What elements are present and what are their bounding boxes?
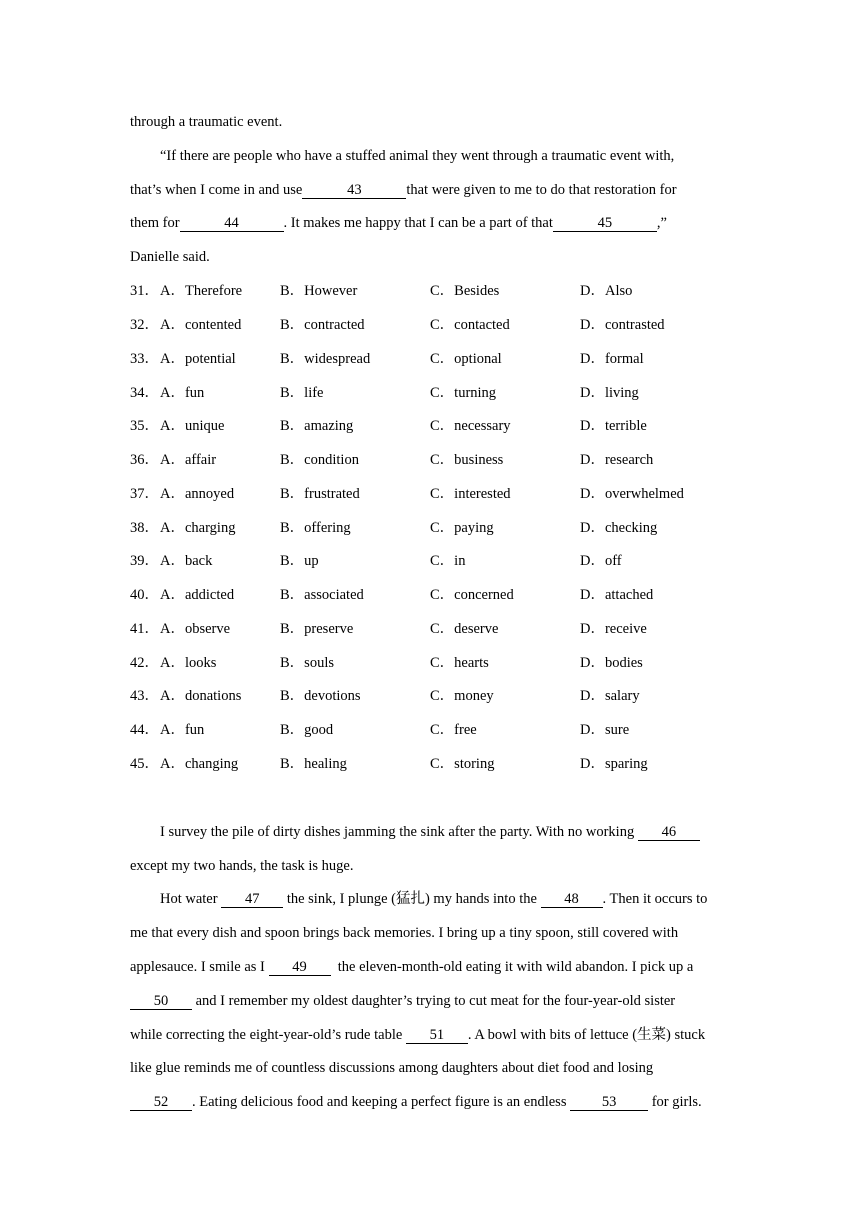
option-b: B．healing [280,756,347,772]
text-span: that were given to me to do that restoration for [406,182,677,198]
question-number: 33． [130,351,159,367]
text-span: the sink, I plunge (猛扎) my hands into the [286,891,537,907]
option-a: A．charging [160,520,236,536]
passage-line [130,924,678,942]
passage-line [160,890,707,908]
text-span: through a traumatic event. [130,114,283,130]
option-a: A．observe [160,621,231,637]
option-b: B．amazing [280,418,354,434]
passage-line [160,823,700,841]
passage-line [130,992,675,1010]
passage-line [130,1093,702,1111]
blank-44: 44 [180,216,284,232]
option-row [130,350,730,368]
text-span: them for [130,215,180,231]
text-span: “If there are people who have a stuffed animal they went through a traumatic event with, [160,148,675,164]
option-row [130,552,730,570]
option-b: B．devotions [280,688,361,704]
blank-48: 48 [541,892,603,908]
option-row [130,282,730,300]
blank-49: 49 [269,960,331,976]
option-c: C．storing [430,756,495,772]
blank-47: 47 [221,892,283,908]
option-c: C．free [430,722,477,738]
text-span: except my two hands, the task is huge. [130,858,354,874]
option-row [130,451,730,469]
option-row [130,316,730,334]
option-a: A．Therefore [160,283,243,299]
question-number: 32． [130,317,159,333]
blank-53: 53 [570,1095,648,1111]
passage-line [130,214,667,232]
option-d: D．Also [580,283,633,299]
text-span: applesauce. I smile as I [130,959,265,975]
question-number: 38． [130,520,159,536]
question-number: 39． [130,553,159,569]
option-d: D．receive [580,621,647,637]
option-c: C．money [430,688,494,704]
passage-line [130,248,210,266]
option-c: C．necessary [430,418,511,434]
blank-51: 51 [406,1028,468,1044]
option-c: C．turning [430,385,497,401]
option-a: A．changing [160,756,239,772]
option-c: C．deserve [430,621,499,637]
question-number: 43． [130,688,159,704]
text-span: . A bowl with bits of lettuce (生菜) stuck [467,1027,706,1043]
text-span: while correcting the eight-year-old’s rude table [130,1027,403,1043]
option-row [130,654,730,672]
option-a: A．addicted [160,587,235,603]
option-a: A．annoyed [160,486,235,502]
text-span: for girls. [651,1094,702,1110]
option-d: D．attached [580,587,654,603]
option-row [130,586,730,604]
option-b: B．offering [280,520,351,536]
option-d: D．formal [580,351,644,367]
question-number: 45． [130,756,159,772]
option-d: D．terrible [580,418,647,434]
text-span: ,” [656,215,667,231]
question-number: 36． [130,452,159,468]
question-number: 34． [130,385,159,401]
option-row [130,687,730,705]
option-d: D．overwhelmed [580,486,684,502]
option-a: A．unique [160,418,225,434]
question-number: 44． [130,722,159,738]
option-row [130,384,730,402]
question-number: 40． [130,587,159,603]
text-span: Hot water [160,891,218,907]
option-a: A．affair [160,452,217,468]
option-b: B．contracted [280,317,365,333]
option-a: A．looks [160,655,217,671]
option-a: A．contented [160,317,242,333]
passage-line [130,181,677,199]
question-number: 42． [130,655,159,671]
option-b: B．souls [280,655,334,671]
text-span: that’s when I come in and use [130,182,303,198]
option-row [130,721,730,739]
passage-line [130,958,693,976]
blank-50: 50 [130,994,192,1010]
question-number: 35． [130,418,159,434]
option-d: D．bodies [580,655,643,671]
passage-line [130,1026,705,1044]
option-c: C．in [430,553,466,569]
option-row [130,620,730,638]
option-row [130,755,730,773]
text-span: . Then it occurs to [602,891,708,907]
option-a: A．back [160,553,213,569]
option-row [130,485,730,503]
option-b: B．preserve [280,621,354,637]
option-d: D．sure [580,722,630,738]
option-a: A．fun [160,385,205,401]
passage-line [130,1059,653,1077]
question-number: 31． [130,283,159,299]
option-d: D．off [580,553,622,569]
blank-46: 46 [638,825,700,841]
option-row [130,519,730,537]
question-number: 37． [130,486,159,502]
option-c: C．optional [430,351,502,367]
passage-line [160,147,674,165]
option-c: C．business [430,452,504,468]
option-c: C．paying [430,520,494,536]
option-d: D．living [580,385,639,401]
text-span: like glue reminds me of countless discussions among daughters about diet food and losing [130,1060,654,1076]
option-c: C．concerned [430,587,514,603]
option-a: A．fun [160,722,205,738]
option-b: B．frustrated [280,486,360,502]
option-d: D．checking [580,520,658,536]
option-b: B．However [280,283,358,299]
text-span: . Eating delicious food and keeping a perfect figure is an endless [192,1094,567,1110]
option-b: B．good [280,722,334,738]
option-d: D．contrasted [580,317,665,333]
option-c: C．interested [430,486,511,502]
option-b: B．condition [280,452,359,468]
text-span: me that every dish and spoon brings back memories. I bring up a tiny spoon, still covered with [130,925,679,941]
passage-line [130,857,354,875]
option-c: C．contacted [430,317,510,333]
option-row [130,417,730,435]
option-a: A．donations [160,688,242,704]
text-span: and I remember my oldest daughter’s trying to cut meat for the four-year-old sister [195,993,676,1009]
blank-52: 52 [130,1095,192,1111]
option-d: D．research [580,452,654,468]
option-b: B．life [280,385,324,401]
text-span: I survey the pile of dirty dishes jamming the sink after the party. With no working [160,824,635,840]
option-b: B．up [280,553,319,569]
option-c: C．hearts [430,655,489,671]
option-c: C．Besides [430,283,500,299]
passage-line [130,113,282,131]
option-b: B．widespread [280,351,371,367]
blank-45: 45 [553,216,657,232]
text-span: . It makes me happy that I can be a part of that [283,215,553,231]
blank-43: 43 [302,183,406,199]
text-span: Danielle said. [130,249,210,265]
question-number: 41． [130,621,159,637]
text-span: the eleven-month-old eating it with wild abandon. I pick up a [337,959,694,975]
option-d: D．sparing [580,756,648,772]
option-a: A．potential [160,351,236,367]
option-d: D．salary [580,688,640,704]
option-b: B．associated [280,587,364,603]
